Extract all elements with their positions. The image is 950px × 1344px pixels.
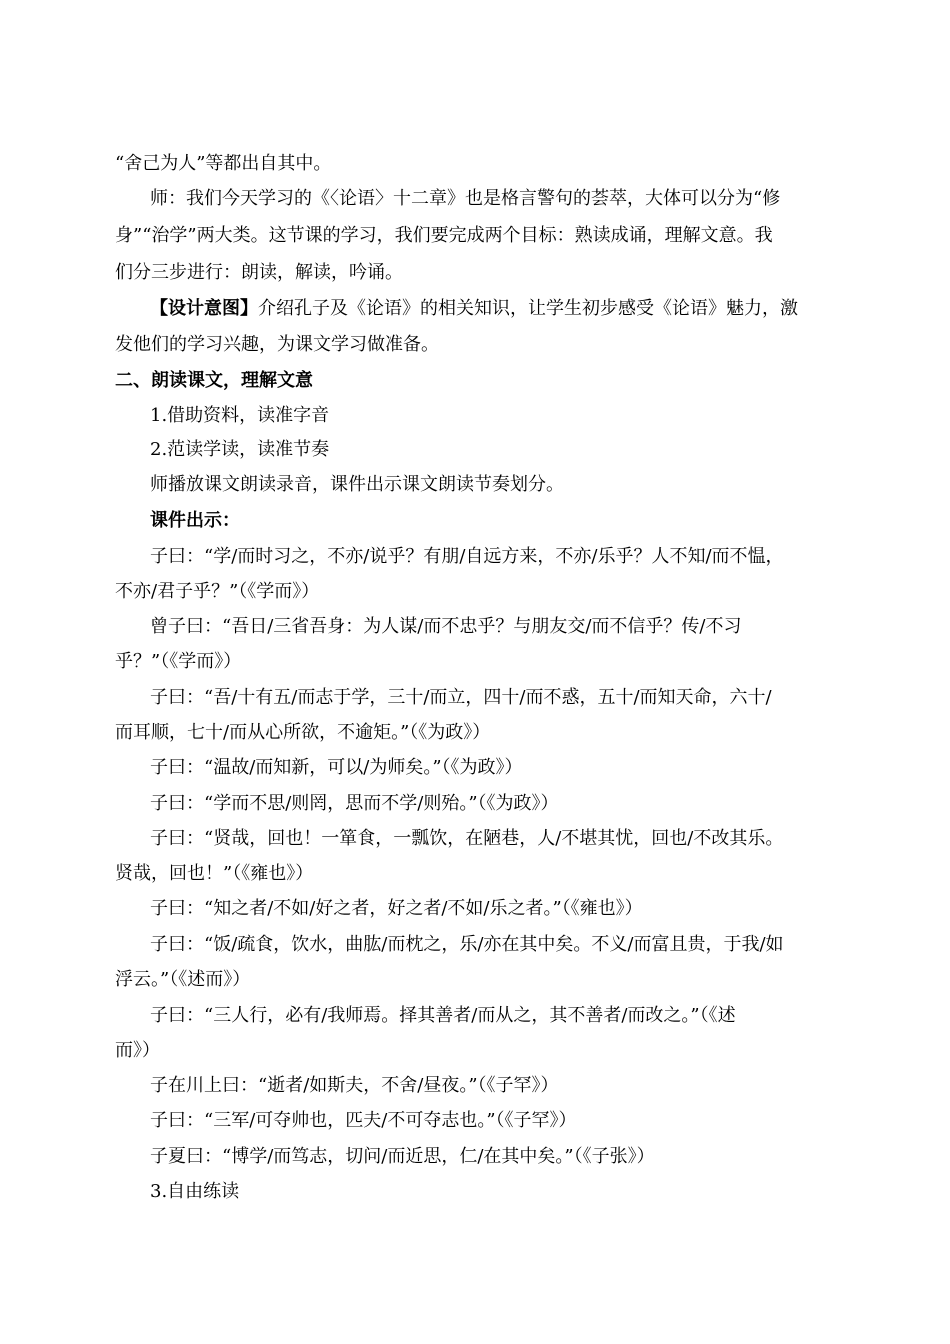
paragraph-line: 师播放课文朗读录音，课件出示课文朗读节奏划分。 [150, 474, 564, 495]
courseware-heading: 课件出示： [150, 510, 240, 531]
step-item: 2.范读学读，读准节奏 [150, 439, 330, 460]
quote-line: 子夏曰：“博学/而笃志，切问/而近思，仁/在其中矣。”（《子张》） [150, 1146, 655, 1167]
quote-line: 子曰：“三人行，必有/我师焉。择其善者/而从之，其不善者/而改之。”（《述 [150, 1005, 736, 1026]
quote-line: 子曰：“学/而时习之，不亦/说乎？有朋/自远方来，不亦/乐乎？人不知/而不愠， [150, 546, 784, 567]
quote-line: 子曰：“吾/十有五/而志于学，三十/而立，四十/而不惑，五十/而知天命，六十/ [150, 687, 772, 708]
paragraph-line: 们分三步进行：朗读，解读，吟诵。 [115, 262, 403, 283]
step-item: 1.借助资料，读准字音 [150, 405, 330, 426]
quote-line: 子曰：“三军/可夺帅也，匹夫/不可夺志也。”（《子罕》） [150, 1110, 577, 1131]
quote-line: 子曰：“饭/疏食，饮水，曲肱/而枕之，乐/亦在其中矣。不义/而富且贵，于我/如 [150, 934, 784, 955]
step-item: 3.自由练读 [150, 1181, 240, 1202]
quote-line: 而》） [115, 1040, 160, 1061]
design-intent-label: 【设计意图】 [150, 298, 258, 319]
design-intent-line [150, 297, 798, 321]
quote-line: 曾子曰：“吾日/三省吾身：为人谋/而不忠乎？与朋友交/而不信乎？传/不习 [150, 616, 742, 637]
paragraph-line: 师：我们今天学习的《〈论语〉十二章》也是格言警句的荟萃，大体可以分为“修 [150, 188, 781, 209]
quote-line: 不亦/君子乎？”（《学而》） [115, 581, 320, 602]
quote-line: 而耳顺，七十/而从心所欲，不逾矩。”（《为政》） [115, 722, 491, 743]
quote-line: 子曰：“学而不思/则罔，思而不学/则殆。”（《为政》） [150, 793, 559, 814]
paragraph-line: 身”“治学”两大类。这节课的学习，我们要完成两个目标：熟读成诵，理解文意。我 [115, 225, 773, 246]
section-heading: 二、朗读课文，理解文意 [115, 370, 313, 391]
quote-line: 子在川上曰：“逝者/如斯夫，不舍/昼夜。”（《子罕》） [150, 1075, 559, 1096]
quote-line: 子曰：“温故/而知新，可以/为师矣。”（《为政》） [150, 757, 523, 778]
quote-line: 乎？”（《学而》） [115, 651, 242, 672]
quote-line: 子曰：“知之者/不如/好之者，好之者/不如/乐之者。”（《雍也》） [150, 898, 643, 919]
paragraph-line: “舍己为人”等都出自其中。 [115, 153, 332, 174]
paragraph-line: 发他们的学习兴趣，为课文学习做准备。 [115, 334, 439, 355]
quote-line: 浮云。”（《述而》） [115, 969, 251, 990]
quote-line: 子曰：“贤哉，回也！一箪食，一瓢饮，在陋巷，人/不堪其忧，回也/不改其乐。 [150, 828, 784, 849]
quote-line: 贤哉，回也！”（《雍也》） [115, 863, 314, 884]
design-intent-text: 介绍孔子及《论语》的相关知识，让学生初步感受《论语》魅力，激 [258, 298, 798, 319]
